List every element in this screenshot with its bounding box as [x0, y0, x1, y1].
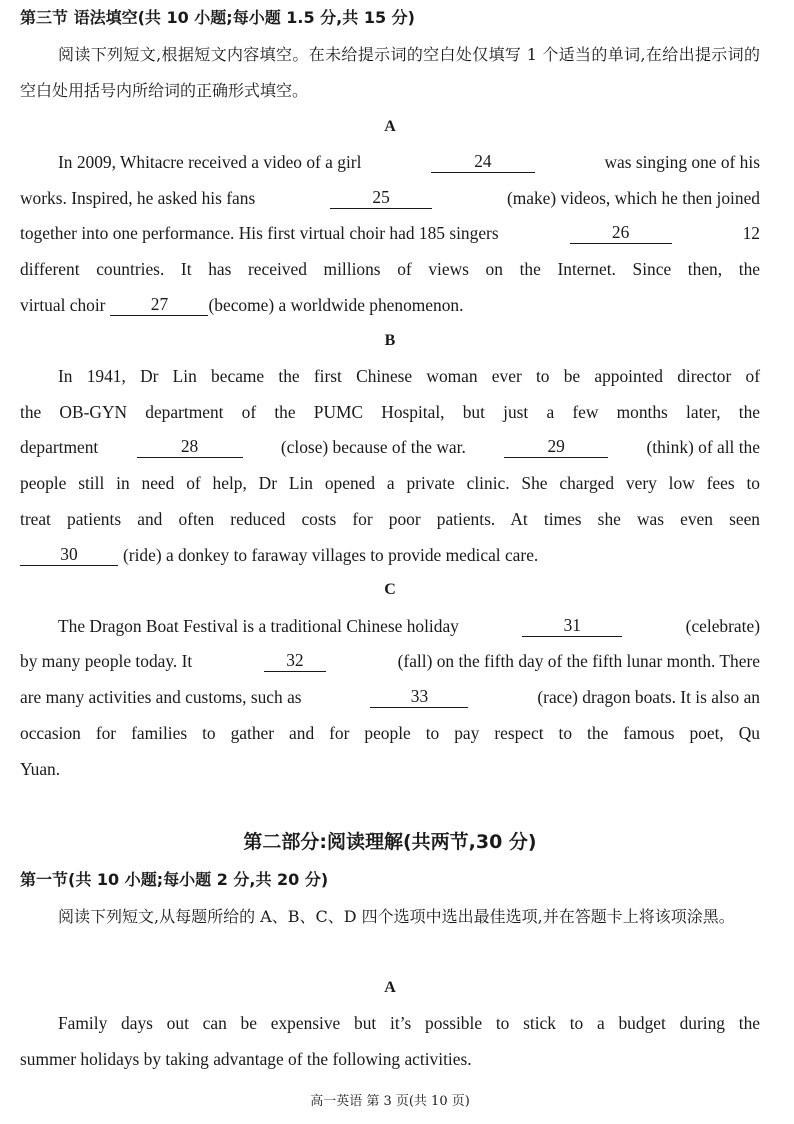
text: the OB-GYN department of the PUMC Hospital, but just a few months later, the [20, 402, 760, 422]
text: The Dragon Boat Festival is a traditional Chinese holiday [58, 616, 459, 636]
blank-32: 32 [264, 649, 326, 672]
passage-c-line-2 [20, 643, 760, 679]
passage-c-line-3 [20, 679, 760, 715]
text: In 2009, Whitacre received a video of a girl [58, 152, 362, 172]
blank-33: 33 [370, 685, 468, 708]
text: 12 [742, 223, 760, 243]
text: works. Inspired, he asked his fans [20, 188, 256, 208]
passage-a-label: A [384, 118, 396, 135]
text: are many activities and customs, such as [20, 687, 302, 707]
part-2-passage-line-1 [20, 1005, 760, 1041]
section-3-header: 第三节 语法填空(共 10 小题;每小题 1.5 分,共 15 分) [20, 8, 415, 27]
part-2-instruction: 阅读下列短文,从每题所给的 A、B、C、D 四个选项中选出最佳选项,并在答题卡上将该项涂黑。 [58, 907, 735, 926]
part-2-passage-a-label: A [384, 979, 396, 996]
passage-b-label: B [384, 332, 396, 349]
part-2-title: 第二部分:阅读理解(共两节,30 分) [243, 831, 537, 853]
text: occasion for families to gather and for people to pay respect to the famous poet, Qu [20, 723, 760, 743]
page-footer: 高一英语 第 3 页(共 10 页) [310, 1094, 470, 1109]
text: department [20, 437, 99, 457]
blank-30: 30 [20, 543, 118, 566]
blank-28: 28 [137, 435, 243, 458]
passage-b-line-1 [20, 358, 760, 394]
passage-c-line-5 [20, 751, 760, 787]
passage-a-line-3 [20, 215, 760, 251]
text: Family days out can be expensive but it’s possible to stick to a budget during the [58, 1013, 760, 1033]
passage-c-line-4 [20, 715, 760, 751]
passage-b-line-2 [20, 394, 760, 430]
passage-b-line-5 [20, 501, 760, 537]
blank-31: 31 [522, 614, 622, 637]
passage-c-line-1 [20, 608, 760, 644]
text: together into one performance. His first virtual choir had 185 singers [20, 223, 499, 243]
text: (think) of all the [646, 437, 760, 457]
passage-a-line-2 [20, 180, 760, 216]
text: (close) because of the war. [280, 437, 466, 457]
passage-b-line-4 [20, 465, 760, 501]
text: (become) a worldwide phenomenon. [208, 295, 464, 315]
text: different countries. It has received millions of views on the Internet. Since then, the [20, 259, 760, 279]
blank-24: 24 [431, 150, 535, 173]
blank-26: 26 [570, 221, 672, 244]
passage-c-label: C [384, 581, 396, 598]
passage-a-line-1 [20, 144, 760, 180]
text: treat patients and often reduced costs for poor patients. At times she was even seen [20, 509, 760, 529]
text: was singing one of his [604, 152, 760, 172]
passage-b-line-6 [20, 537, 760, 573]
text: (race) dragon boats. It is also an [537, 687, 760, 707]
text: Yuan. [20, 759, 61, 779]
passage-a-line-4 [20, 251, 760, 287]
blank-25: 25 [330, 186, 432, 209]
text: summer holidays by taking advantage of the following activities. [20, 1049, 472, 1069]
text: (fall) on the fifth day of the fifth lunar month. There [397, 651, 760, 671]
text: (make) videos, which he then joined [506, 188, 760, 208]
text: (celebrate) [685, 616, 760, 636]
part-2-sub-header: 第一节(共 10 小题;每小题 2 分,共 20 分) [20, 870, 329, 889]
text: (ride) a donkey to faraway villages to provide medical care. [123, 545, 539, 565]
text: by many people today. It [20, 651, 193, 671]
text: virtual choir [20, 295, 106, 315]
passage-a-line-5 [20, 287, 760, 323]
text: In 1941, Dr Lin became the first Chinese woman ever to be appointed director of [58, 366, 760, 386]
text: people still in need of help, Dr Lin opened a private clinic. She charged very low fees to [20, 473, 760, 493]
blank-29: 29 [504, 435, 608, 458]
exam-page [20, 0, 760, 1124]
blank-27: 27 [110, 293, 208, 316]
passage-b-line-3 [20, 429, 760, 465]
part-2-passage-line-2 [20, 1041, 760, 1077]
section-3-instruction: 阅读下列短文,根据短文内容填空。在未给提示词的空白处仅填写 1 个适当的单词,在给出提示词的空白处用括号内所给词的正确形式填空。 [20, 45, 760, 100]
